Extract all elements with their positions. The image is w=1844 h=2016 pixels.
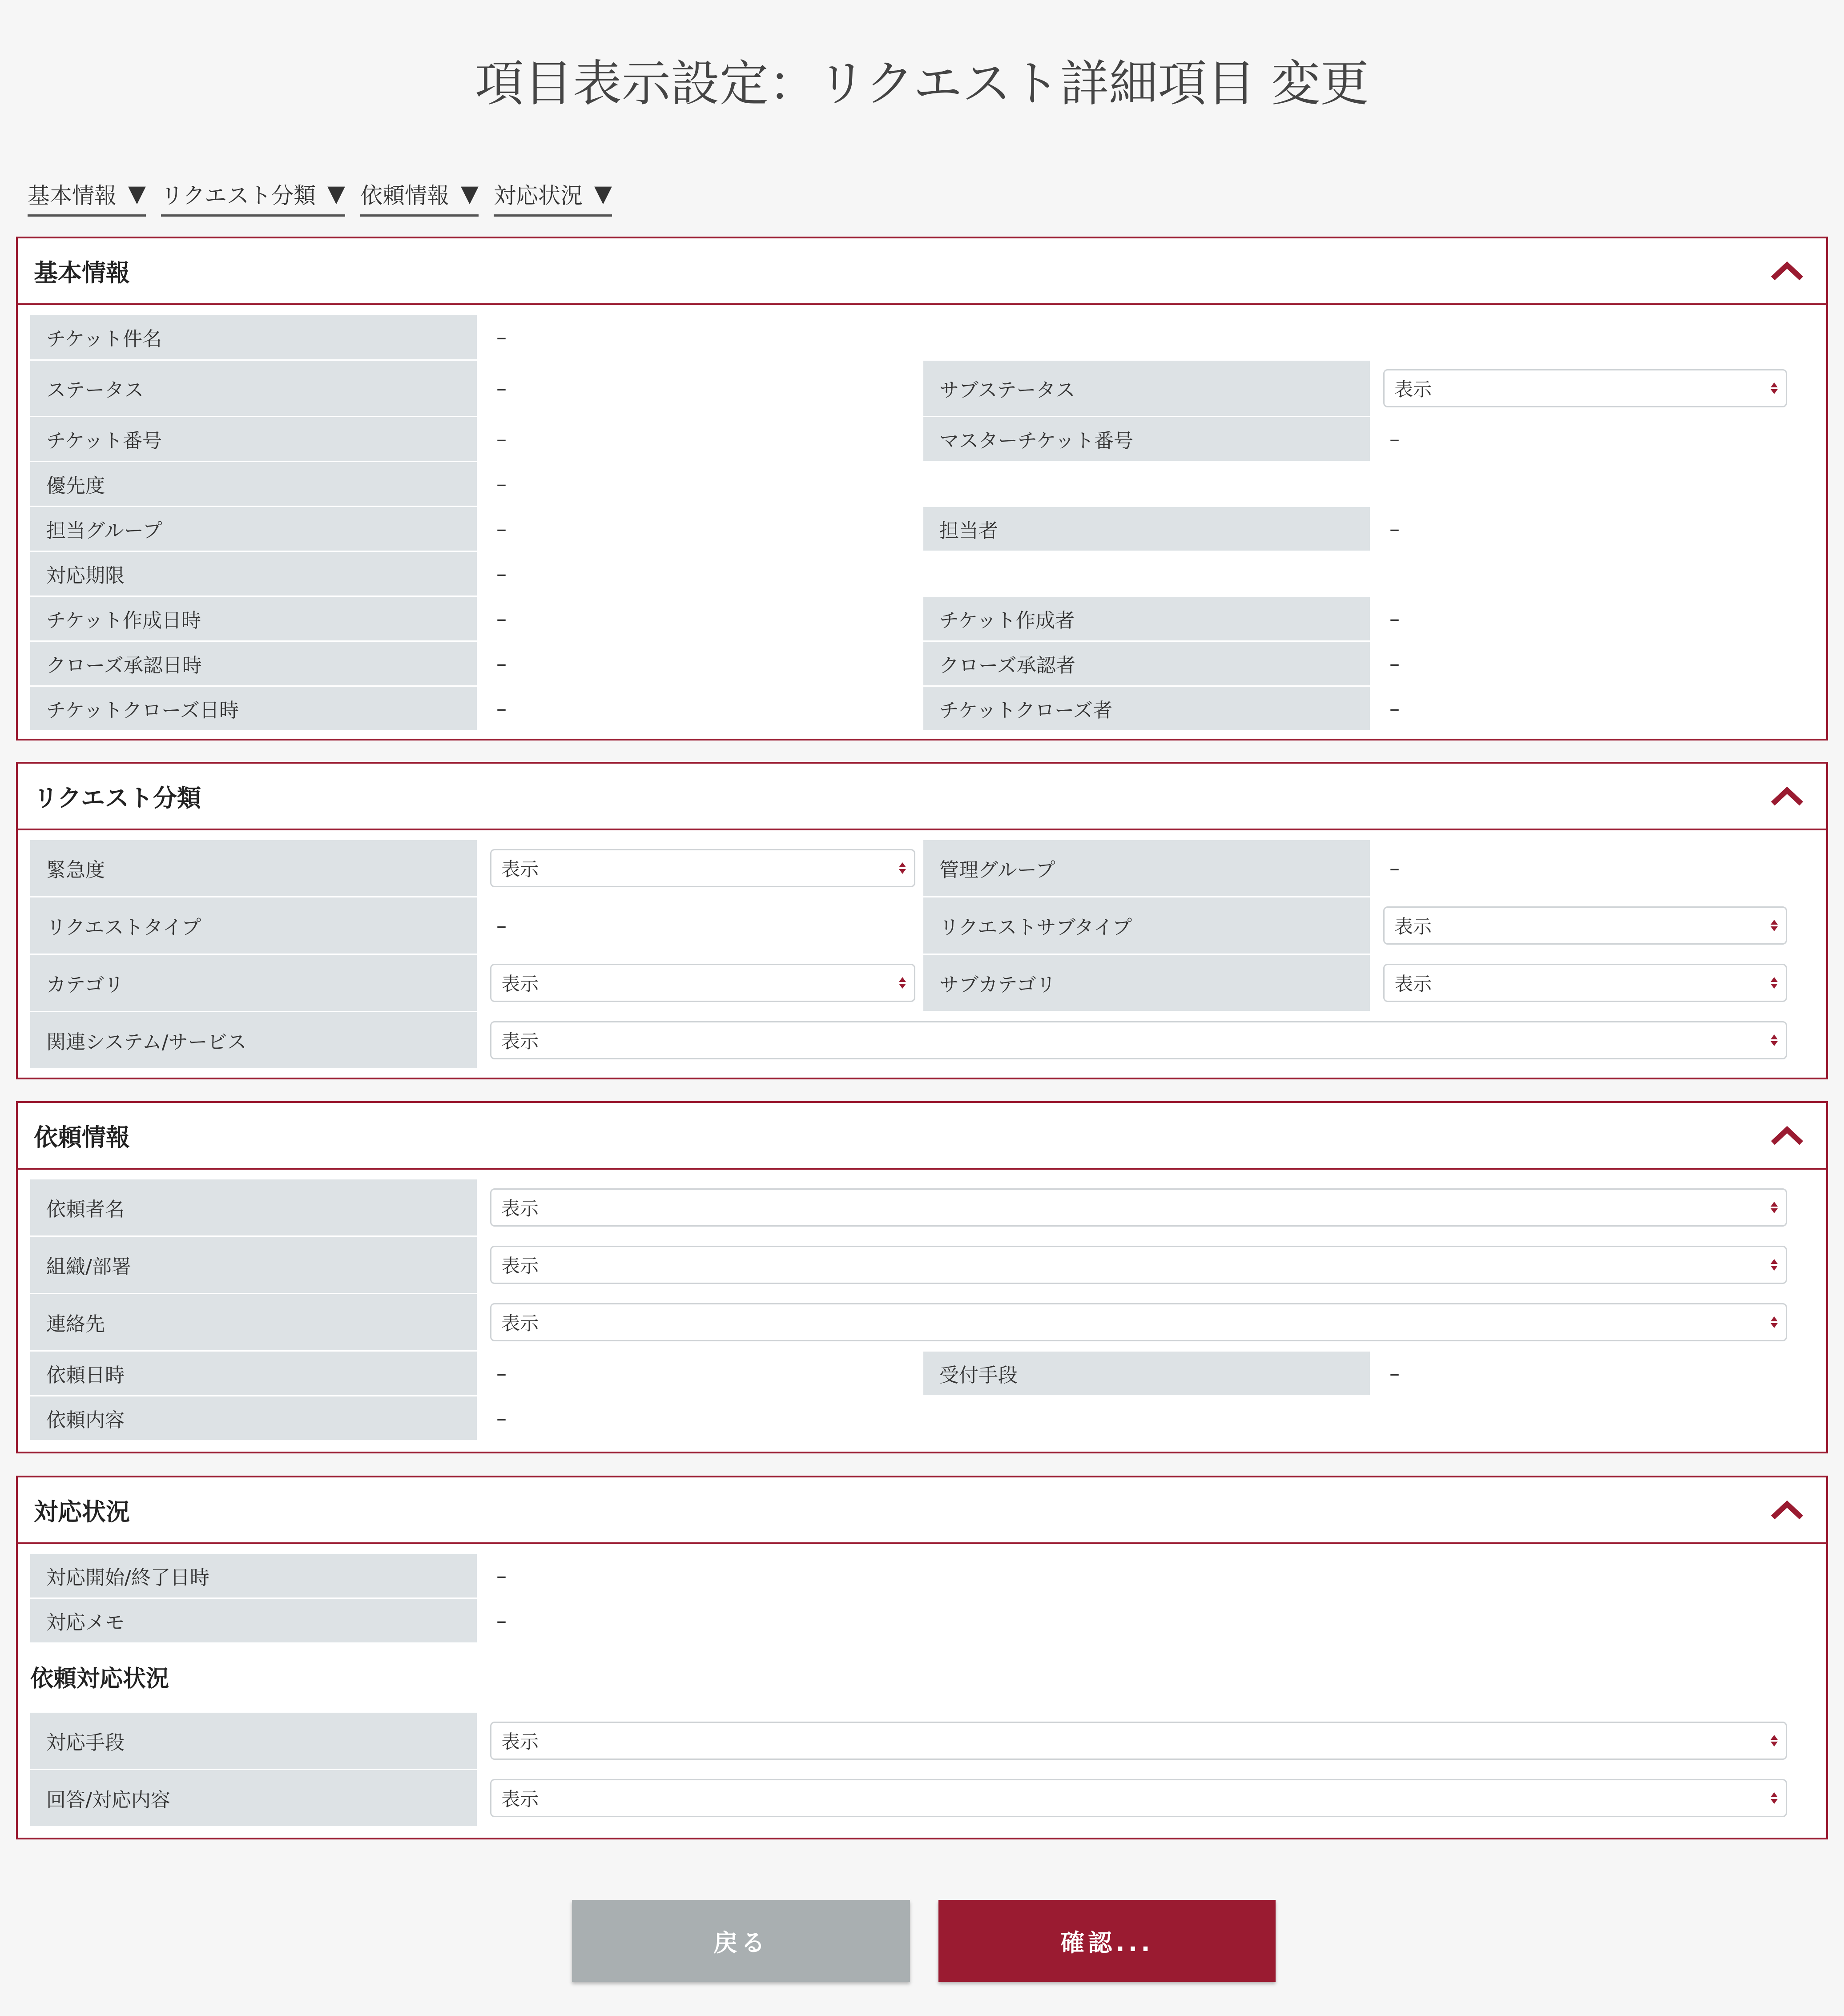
field-label: 依頼者名 bbox=[30, 1179, 477, 1235]
field-row bbox=[30, 462, 1814, 507]
confirm-button[interactable]: 確認... bbox=[938, 1900, 1276, 1982]
display-select[interactable] bbox=[1383, 964, 1787, 1002]
field-row bbox=[30, 687, 1814, 732]
field-label: サブステータス bbox=[923, 361, 1370, 416]
field-label: 担当者 bbox=[923, 507, 1370, 551]
field-row bbox=[30, 507, 1814, 552]
field-row bbox=[30, 1396, 1814, 1441]
display-select[interactable] bbox=[490, 849, 915, 887]
field-value-text: – bbox=[496, 696, 507, 720]
field-label: 依頼内容 bbox=[30, 1396, 477, 1440]
field-label: 回答/対応内容 bbox=[30, 1770, 477, 1826]
field-value bbox=[477, 507, 923, 551]
field-value bbox=[1370, 507, 1814, 551]
field-value-text: – bbox=[1389, 856, 1400, 880]
field-label: 対応期限 bbox=[30, 552, 477, 596]
chevron-up-icon[interactable] bbox=[1769, 260, 1805, 282]
field-value-text: – bbox=[496, 325, 507, 349]
select-value: 表示 bbox=[501, 1788, 539, 1810]
anchor-link-basic[interactable] bbox=[28, 178, 146, 217]
section-request-category bbox=[16, 762, 1828, 1079]
field-value-text: – bbox=[496, 472, 507, 496]
field-row bbox=[30, 1554, 1814, 1599]
display-select[interactable] bbox=[1383, 906, 1787, 945]
display-select[interactable] bbox=[490, 1303, 1787, 1341]
section-title: 対応状況 bbox=[34, 1497, 130, 1526]
field-value-text: – bbox=[496, 517, 507, 541]
field-label: チケットクローズ日時 bbox=[30, 687, 477, 730]
field-value bbox=[477, 642, 923, 685]
field-label: サブカテゴリ bbox=[923, 955, 1370, 1011]
anchor-link-label: 基本情報 bbox=[28, 183, 117, 209]
field-value-text: – bbox=[496, 1361, 507, 1385]
field-label: 対応開始/終了日時 bbox=[30, 1554, 477, 1598]
field-label: 連絡先 bbox=[30, 1294, 477, 1350]
field-value bbox=[1370, 897, 1814, 954]
field-value-text: – bbox=[496, 913, 507, 938]
field-value-text: – bbox=[496, 1564, 507, 1588]
select-arrows-icon bbox=[1771, 1735, 1778, 1746]
field-label: 担当グループ bbox=[30, 507, 477, 551]
field-value-text: – bbox=[1389, 1361, 1400, 1385]
display-select[interactable] bbox=[490, 1021, 1787, 1059]
anchor-link-label: 対応状況 bbox=[494, 183, 583, 209]
field-label: チケット作成日時 bbox=[30, 597, 477, 640]
field-row bbox=[30, 1770, 1814, 1827]
select-value: 表示 bbox=[1394, 916, 1432, 938]
field-row bbox=[30, 642, 1814, 687]
field-value-text: – bbox=[1389, 607, 1400, 631]
field-row bbox=[30, 417, 1814, 462]
section-header[interactable] bbox=[18, 764, 1826, 830]
field-value-text: – bbox=[496, 376, 507, 400]
field-value bbox=[477, 1012, 1814, 1068]
field-label: リクエストサブタイプ bbox=[923, 897, 1370, 954]
field-value bbox=[477, 361, 923, 416]
field-value bbox=[1370, 642, 1814, 685]
chevron-up-icon[interactable] bbox=[1769, 785, 1805, 807]
field-value-text: – bbox=[496, 562, 507, 586]
section-title: リクエスト分類 bbox=[34, 784, 201, 812]
field-value-text: – bbox=[496, 427, 507, 451]
field-value-text: – bbox=[496, 652, 507, 676]
field-row bbox=[30, 315, 1814, 361]
field-value bbox=[1370, 840, 1814, 896]
field-value-text: – bbox=[496, 607, 507, 631]
field-label: 緊急度 bbox=[30, 840, 477, 896]
triangle-down-icon: ▼ bbox=[461, 181, 479, 207]
field-value-text: – bbox=[496, 1406, 507, 1430]
field-row bbox=[30, 361, 1814, 417]
field-value bbox=[477, 1237, 1814, 1293]
anchor-link-category[interactable] bbox=[161, 178, 345, 217]
triangle-down-icon: ▼ bbox=[594, 181, 612, 207]
field-row bbox=[30, 840, 1814, 897]
field-row bbox=[30, 1713, 1814, 1770]
field-value-text: – bbox=[1389, 517, 1400, 541]
field-label: チケットクローズ者 bbox=[923, 687, 1370, 730]
field-label: 対応メモ bbox=[30, 1599, 477, 1642]
select-arrows-icon bbox=[1771, 1034, 1778, 1046]
display-select[interactable] bbox=[490, 1722, 1787, 1760]
field-row bbox=[30, 1294, 1814, 1352]
anchor-link-label: リクエスト分類 bbox=[161, 183, 316, 209]
field-value bbox=[477, 552, 1818, 596]
triangle-down-icon: ▼ bbox=[327, 181, 345, 207]
field-label: チケット件名 bbox=[30, 315, 477, 359]
field-row bbox=[30, 955, 1814, 1012]
field-label: チケット作成者 bbox=[923, 597, 1370, 640]
select-value: 表示 bbox=[501, 1255, 539, 1277]
select-value: 表示 bbox=[501, 1198, 539, 1219]
field-value bbox=[477, 1179, 1814, 1235]
section-response-status bbox=[16, 1476, 1828, 1839]
select-value: 表示 bbox=[1394, 973, 1432, 995]
field-label: クローズ承認日時 bbox=[30, 642, 477, 685]
select-arrows-icon bbox=[1771, 1259, 1778, 1271]
select-arrows-icon bbox=[1771, 977, 1778, 989]
field-value bbox=[477, 315, 1818, 359]
section-header[interactable] bbox=[18, 1477, 1826, 1544]
field-label: 組織/部署 bbox=[30, 1237, 477, 1293]
field-label: 優先度 bbox=[30, 462, 477, 506]
field-row bbox=[30, 1352, 1814, 1396]
field-label: 管理グループ bbox=[923, 840, 1370, 896]
field-row bbox=[30, 1599, 1814, 1644]
anchor-link-request[interactable] bbox=[360, 178, 479, 217]
section-anchor-nav bbox=[28, 178, 612, 217]
section-header[interactable] bbox=[18, 238, 1826, 305]
anchor-link-status[interactable] bbox=[494, 178, 612, 217]
field-value bbox=[477, 840, 923, 896]
anchor-link-label: 依頼情報 bbox=[360, 183, 449, 209]
field-value bbox=[477, 1294, 1814, 1350]
field-label: クローズ承認者 bbox=[923, 642, 1370, 685]
field-value bbox=[1370, 597, 1814, 640]
field-value-text: – bbox=[1389, 652, 1400, 676]
field-label: チケット番号 bbox=[30, 417, 477, 461]
select-value: 表示 bbox=[1394, 378, 1432, 400]
select-arrows-icon bbox=[899, 862, 906, 874]
field-value bbox=[477, 1396, 1814, 1440]
display-select[interactable] bbox=[490, 1246, 1787, 1284]
field-label: マスターチケット番号 bbox=[923, 417, 1370, 461]
select-value: 表示 bbox=[501, 1312, 539, 1334]
page-title: 項目表示設定：リクエスト詳細項目 変更 bbox=[475, 55, 1369, 112]
section-basic-info bbox=[16, 237, 1828, 740]
field-row bbox=[30, 1237, 1814, 1294]
field-row bbox=[30, 597, 1814, 642]
field-row bbox=[30, 552, 1814, 597]
field-value-text: – bbox=[1389, 427, 1400, 451]
select-value: 表示 bbox=[501, 1731, 539, 1753]
field-value-text: – bbox=[496, 1609, 507, 1633]
field-value bbox=[477, 1554, 1814, 1598]
field-value bbox=[477, 1599, 1814, 1642]
field-value bbox=[477, 1713, 1814, 1769]
field-row bbox=[30, 1179, 1814, 1237]
field-value bbox=[477, 1352, 923, 1395]
field-value bbox=[477, 417, 923, 461]
back-button[interactable]: 戻る bbox=[572, 1900, 910, 1982]
section-title: 依頼情報 bbox=[34, 1123, 130, 1151]
field-value bbox=[477, 955, 923, 1011]
field-value-text: – bbox=[1389, 696, 1400, 720]
select-arrows-icon bbox=[1771, 382, 1778, 394]
select-arrows-icon bbox=[899, 977, 906, 989]
field-value bbox=[477, 687, 923, 730]
display-select[interactable] bbox=[1383, 369, 1787, 407]
field-value bbox=[477, 597, 923, 640]
section-request-info bbox=[16, 1101, 1828, 1453]
display-select[interactable] bbox=[490, 1188, 1787, 1227]
chevron-up-icon[interactable] bbox=[1769, 1124, 1805, 1147]
select-value: 表示 bbox=[501, 1030, 539, 1052]
field-value bbox=[1370, 361, 1814, 416]
select-arrows-icon bbox=[1771, 1792, 1778, 1804]
triangle-down-icon: ▼ bbox=[128, 181, 146, 207]
field-value bbox=[477, 462, 1818, 506]
field-value bbox=[477, 1770, 1814, 1826]
select-arrows-icon bbox=[1771, 1202, 1778, 1213]
field-label: 依頼日時 bbox=[30, 1352, 477, 1395]
select-arrows-icon bbox=[1771, 920, 1778, 931]
field-value bbox=[477, 897, 923, 954]
chevron-up-icon[interactable] bbox=[1769, 1499, 1805, 1521]
field-row bbox=[30, 1012, 1814, 1070]
field-label: ステータス bbox=[30, 361, 477, 416]
field-value bbox=[1370, 955, 1814, 1011]
field-row bbox=[30, 897, 1814, 955]
field-value bbox=[1370, 1352, 1814, 1395]
field-label: 関連システム/サービス bbox=[30, 1012, 477, 1068]
subsection-title: 依頼対応状況 bbox=[30, 1666, 169, 1692]
select-value: 表示 bbox=[501, 973, 539, 995]
field-label: リクエストタイプ bbox=[30, 897, 477, 954]
field-label: 対応手段 bbox=[30, 1713, 477, 1769]
field-value bbox=[1370, 687, 1814, 730]
section-title: 基本情報 bbox=[34, 258, 130, 287]
section-header[interactable] bbox=[18, 1103, 1826, 1170]
field-label: 受付手段 bbox=[923, 1352, 1370, 1395]
select-arrows-icon bbox=[1771, 1316, 1778, 1328]
field-value bbox=[1370, 417, 1814, 461]
select-value: 表示 bbox=[501, 858, 539, 880]
display-select[interactable] bbox=[490, 1779, 1787, 1817]
display-select[interactable] bbox=[490, 964, 915, 1002]
field-label: カテゴリ bbox=[30, 955, 477, 1011]
